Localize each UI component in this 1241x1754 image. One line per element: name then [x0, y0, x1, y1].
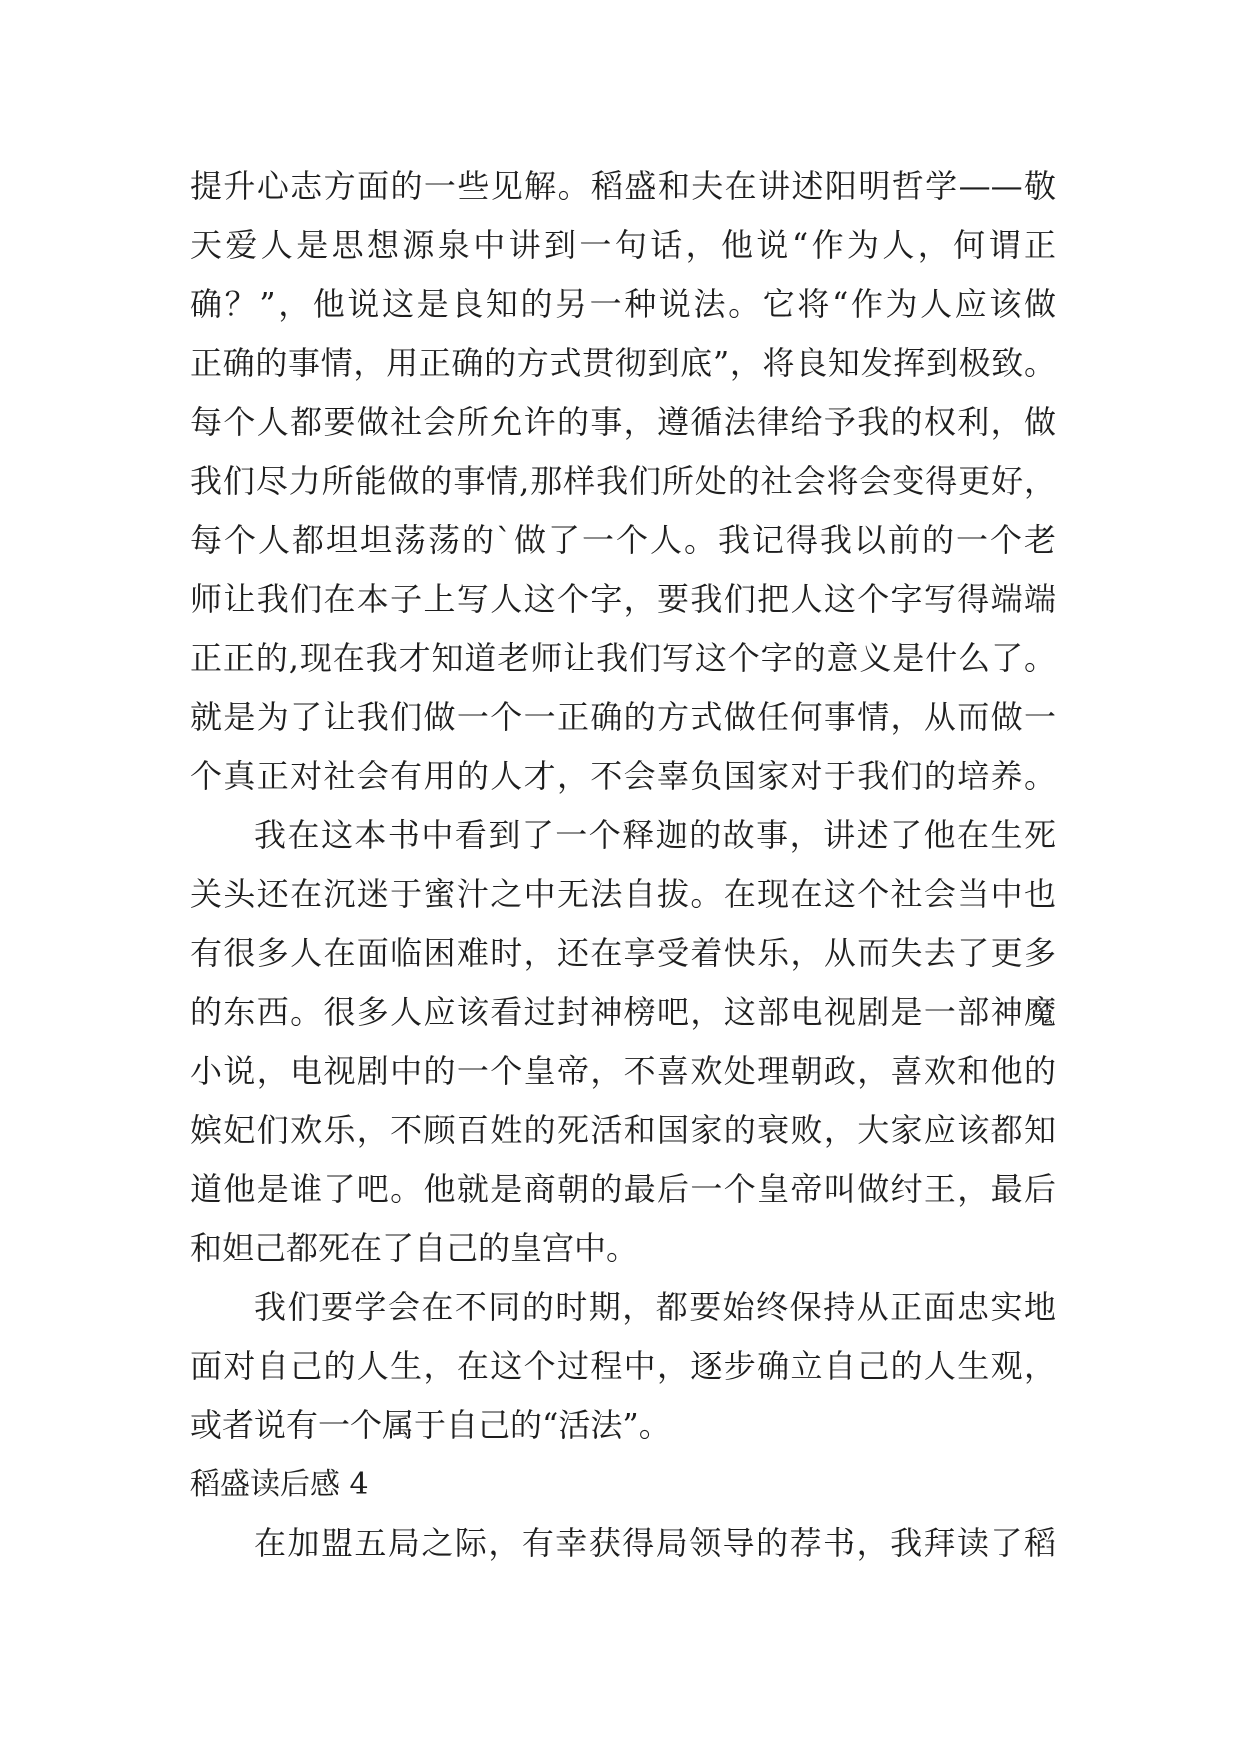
text-line: 在加盟五局之际，有幸获得局领导的荐书，我拜读了稻	[254, 1524, 1056, 1562]
text-line: 或者说有一个属于自己的“活法”。	[190, 1406, 671, 1444]
text-line: 师让我们在本子上写人这个字，要我们把人这个字写得端端	[190, 580, 1056, 618]
text-line: 提升心志方面的一些见解。稻盛和夫在讲述阳明哲学——敬	[190, 167, 1056, 205]
paragraph	[190, 157, 1056, 806]
paragraph	[190, 1278, 1056, 1455]
text-line: 面对自己的人生，在这个过程中，逐步确立自己的人生观，	[190, 1347, 1056, 1385]
text-line: 每个人都要做社会所允许的事，遵循法律给予我的权利，做	[190, 403, 1056, 441]
section-heading: 稻盛读后感 4	[190, 1467, 369, 1502]
text-line: 个真正对社会有用的人才，不会辜负国家对于我们的培养。	[190, 757, 1056, 795]
document-body	[190, 157, 1056, 1573]
paragraph	[190, 806, 1056, 1278]
text-line: 正正的,现在我才知道老师让我们写这个字的意义是什么了。	[190, 639, 1056, 677]
text-line: 嫔妃们欢乐，不顾百姓的死活和国家的衰败，大家应该都知	[190, 1111, 1056, 1149]
text-line: 有很多人在面临困难时，还在享受着快乐，从而失去了更多	[190, 934, 1056, 972]
text-line: 小说，电视剧中的一个皇帝，不喜欢处理朝政，喜欢和他的	[190, 1052, 1056, 1090]
text-line: 就是为了让我们做一个一正确的方式做任何事情，从而做一	[190, 698, 1056, 736]
text-line: 确？”，他说这是良知的另一种说法。它将“作为人应该做	[190, 285, 1056, 323]
text-line: 关头还在沉迷于蜜汁之中无法自拔。在现在这个社会当中也	[190, 875, 1056, 913]
text-line: 道他是谁了吧。他就是商朝的最后一个皇帝叫做纣王，最后	[190, 1170, 1056, 1208]
text-line: 我们尽力所能做的事情,那样我们所处的社会将会变得更好，	[190, 462, 1056, 500]
text-line: 我们要学会在不同的时期，都要始终保持从正面忠实地	[254, 1288, 1056, 1326]
text-line: 每个人都坦坦荡荡的`做了一个人。我记得我以前的一个老	[190, 521, 1056, 559]
text-line: 的东西。很多人应该看过封神榜吧，这部电视剧是一部神魔	[190, 993, 1056, 1031]
paragraph	[190, 1514, 1056, 1573]
text-line: 天爱人是思想源泉中讲到一句话，他说“作为人，何谓正	[190, 226, 1056, 264]
text-line: 正确的事情，用正确的方式贯彻到底”，将良知发挥到极致。	[190, 344, 1056, 382]
text-line: 和妲己都死在了自己的皇宫中。	[190, 1229, 639, 1267]
text-line: 我在这本书中看到了一个释迦的故事，讲述了他在生死	[254, 816, 1056, 854]
